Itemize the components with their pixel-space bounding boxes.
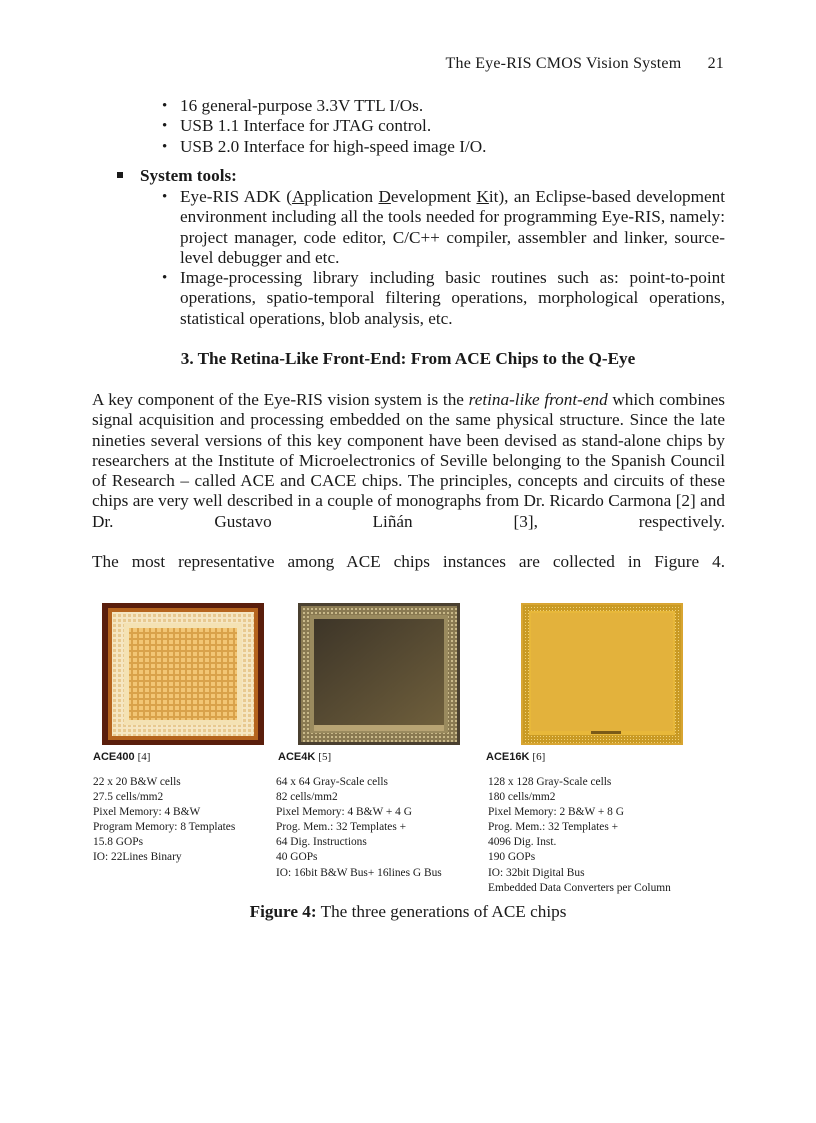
spec-line: 190 GOPs [488, 851, 536, 864]
system-tools-label: System tools: [140, 166, 237, 185]
list-item: • USB 2.0 Interface for high-speed image I/O. [160, 137, 725, 157]
spec-line: Prog. Mem.: 32 Templates + [276, 821, 407, 834]
tools-bullet-list [160, 187, 725, 329]
system-tools-item [117, 166, 237, 186]
spec-line: Pixel Memory: 2 B&W + 8 G [488, 806, 624, 819]
ace400-specs [93, 775, 235, 866]
figure-caption: Figure 4: The three generations of ACE chips [249, 902, 567, 921]
running-head-title: The Eye-RIS CMOS Vision System [445, 55, 682, 72]
spec-line: IO: 16bit B&W Bus+ 16lines G Bus [276, 866, 442, 879]
spec-line: 27.5 cells/mm2 [93, 791, 164, 804]
list-item: • Image-processing library including basic routines such as: point-to-point operations, spatio-temporal filtering operations, morphological operations, statistical operations, blob analysis, etc. [160, 268, 725, 329]
list-item: • USB 1.1 Interface for JTAG control. [160, 116, 725, 136]
ace16k-specs [488, 775, 671, 896]
spec-line: 4096 Dig. Inst. [488, 836, 557, 849]
spec-line: IO: 32bit Digital Bus [488, 866, 585, 879]
spec-line: 15.8 GOPs [93, 836, 144, 849]
list-item: • 16 general-purpose 3.3V TTL I/Os. [160, 96, 725, 116]
spec-line: 180 cells/mm2 [488, 791, 556, 804]
spec-line: 40 GOPs [276, 851, 318, 864]
ace4k-label: ACE4K [5] [278, 751, 332, 763]
spec-line: IO: 22Lines Binary [93, 851, 182, 864]
running-head [446, 55, 724, 73]
ace400-label: ACE400 [4] [93, 751, 151, 763]
spec-line: Program Memory: 8 Templates [93, 821, 236, 834]
spec-line: 64 Dig. Instructions [276, 836, 367, 849]
spec-line: 128 x 128 Gray-Scale cells [488, 776, 612, 788]
spec-line: Pixel Memory: 4 B&W + 4 G [276, 806, 412, 819]
ace4k-specs [276, 775, 442, 881]
page-number: 21 [707, 55, 724, 72]
section-heading: 3. The Retina-Like Front-End: From ACE Chips to the Q-Eye [180, 349, 636, 368]
ace16k-label: ACE16K [6] [486, 751, 546, 763]
list-item: • Eye-RIS ADK (Application Development Kit), an Eclipse-based development environment including all the tools needed for programming Eye-RIS, namely: project manager, code editor, C/C++ compiler, assembler and linker, source-level debugger and etc. [160, 187, 725, 268]
spec-line: Embedded Data Converters per Column [488, 881, 671, 894]
ace16k-chip-image [521, 603, 683, 745]
spec-line: 82 cells/mm2 [276, 791, 338, 804]
io-bullet-list [160, 96, 725, 157]
spec-line: 64 x 64 Gray-Scale cells [276, 776, 388, 788]
body-paragraph: A key component of the Eye-RIS vision system is the retina-like front-end which combines signal acquisition and processing embedded on the same physical structure. Since the late nineties several versions of this key component have been devised as stand-alone chips by researchers at the Institute of Microelectronics of Seville belonging to the Spanish Council of Research – called ACE and CACE chips. The principles, concepts and circuits of these chips are very well described in a couple of monographs from Dr. Ricardo Carmona [2] and Dr. Gustavo Liñán [3], respectively. [92, 390, 725, 531]
spec-line: Prog. Mem.: 32 Templates + [488, 821, 619, 834]
body-paragraph-2: The most representative among ACE chips instances are collected in Figure 4. [92, 552, 725, 571]
spec-line: Pixel Memory: 4 B&W [93, 806, 201, 819]
ace400-chip-image [102, 603, 264, 745]
spec-line: 22 x 20 B&W cells [93, 776, 181, 788]
square-bullet-icon [117, 172, 123, 178]
ace4k-chip-image [298, 603, 460, 745]
